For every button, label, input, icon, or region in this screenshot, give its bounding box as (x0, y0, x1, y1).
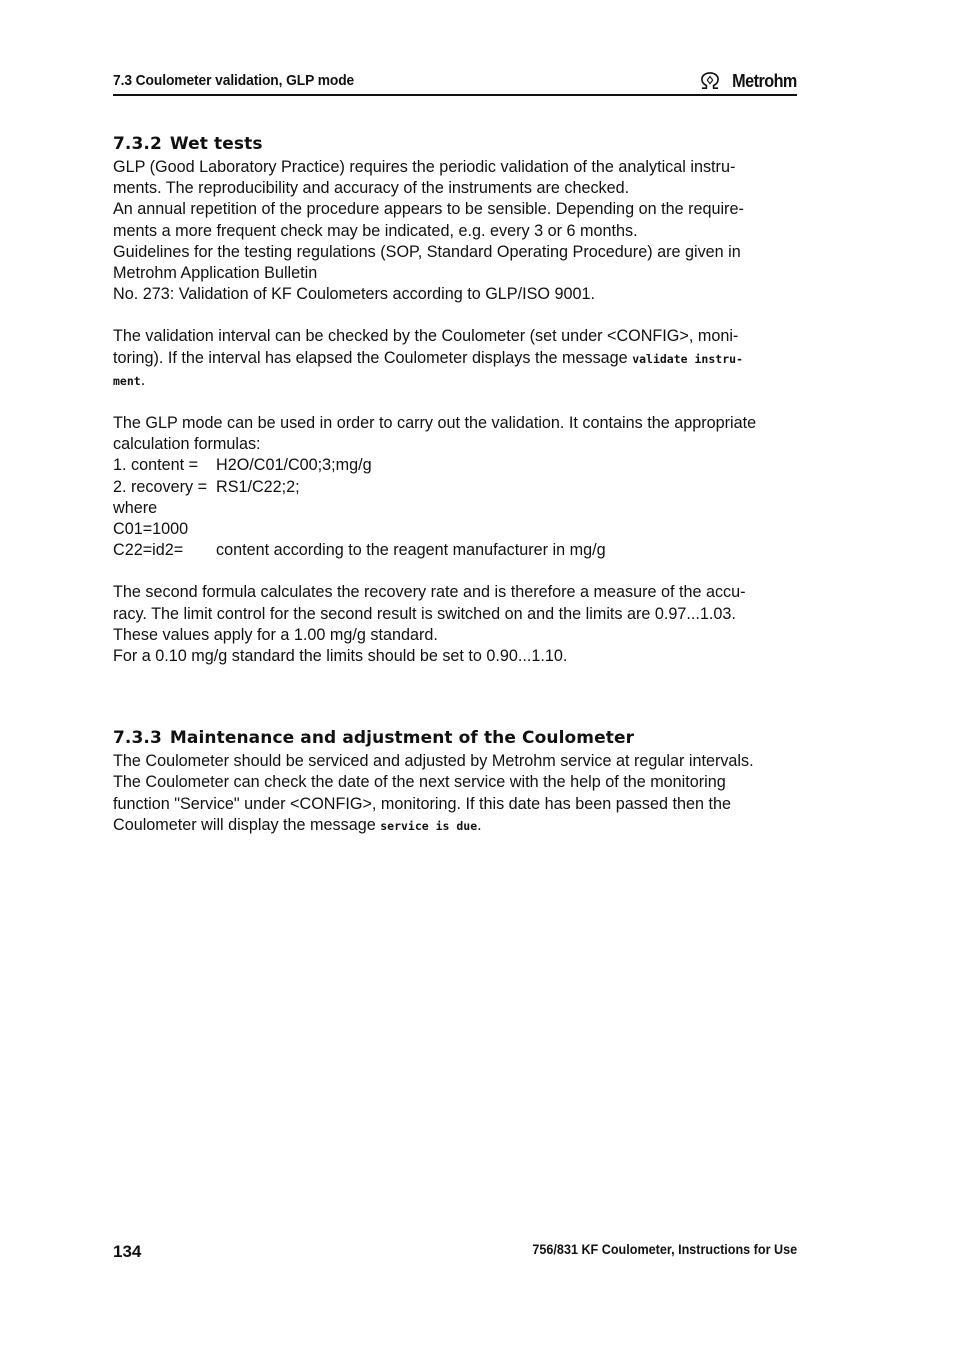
display-message-code: validate instru- (632, 351, 743, 366)
text-run: toring). If the interval has elapsed the Coulometer displays the message (113, 348, 633, 367)
text-line (113, 348, 803, 370)
text-line: The second formula calculates the recovery rate and is therefore a measure of the accu- (113, 583, 746, 602)
display-message-code: service is due (380, 818, 478, 833)
brand-logo (699, 70, 797, 92)
text-line: GLP (Good Laboratory Practice) requires the periodic validation of the analytical instru- (113, 158, 736, 176)
text-line (113, 370, 803, 392)
formula-lhs: 1. content = (113, 456, 199, 475)
text-line: These values apply for a 1.00 mg/g standard. (113, 625, 438, 644)
formula-rhs: RS1/C22;2; (216, 477, 300, 496)
formula-rhs: H2O/C01/C00;3;mg/g (216, 456, 372, 475)
section-number: 7.3.3 (113, 728, 162, 749)
glp-paragraph (113, 157, 803, 305)
text-run: . (477, 815, 482, 834)
text-line: No. 273: Validation of KF Coulometers according to GLP/ISO 9001. (113, 285, 595, 304)
formula-recovery (113, 477, 803, 498)
display-message-code: ment (113, 373, 141, 388)
definition-rhs: content according to the reagent manufacturer in mg/g (216, 541, 606, 560)
text-line: ments. The reproducibility and accuracy of the instruments are checked. (113, 179, 630, 198)
text-run: Coulometer will display the message (113, 815, 381, 834)
header-section-title: 7.3 Coulometer validation, GLP mode (113, 72, 355, 89)
recovery-limits-paragraph (113, 582, 803, 667)
brand-name: Metrohm (732, 70, 797, 91)
page-number: 134 (113, 1242, 142, 1261)
text-line: An annual repetition of the procedure appears to be sensible. Depending on the require- (113, 200, 744, 219)
section-number: 7.3.2 (113, 134, 162, 154)
definition-c22 (113, 540, 803, 561)
text-line: The GLP mode can be used in order to carry out the validation. It contains the appropriate (113, 414, 757, 433)
section-heading-wet-tests (113, 131, 803, 157)
document-title: 756/831 KF Coulometer, Instructions for Use (532, 1241, 797, 1257)
glp-mode-paragraph (113, 413, 803, 561)
running-header (113, 70, 797, 96)
maintenance-paragraph (113, 751, 803, 837)
formula-content (113, 455, 803, 476)
text-line: ments a more frequent check may be indicated, e.g. every 3 or 6 months. (113, 221, 638, 240)
validation-interval-paragraph (113, 326, 803, 392)
section-title: Maintenance and adjustment of the Coulometer (169, 728, 635, 749)
page-content (113, 131, 803, 837)
text-line: The validation interval can be checked by the Coulometer (set under <CONFIG>, moni- (113, 327, 739, 346)
text-line: Guidelines for the testing regulations (SOP, Standard Operating Procedure) are given in (113, 242, 741, 261)
text-line: The Coulometer should be serviced and adjusted by Metrohm service at regular intervals. (113, 752, 754, 771)
formula-lhs: 2. recovery = (113, 477, 208, 496)
text-line: Metrohm Application Bulletin (113, 264, 318, 283)
section-heading-maintenance (113, 725, 803, 751)
text-line: For a 0.10 mg/g standard the limits should be set to 0.90...1.10. (113, 647, 568, 666)
text-line: where (113, 498, 158, 517)
text-line: racy. The limit control for the second result is switched on and the limits are 0.97...1.03. (113, 604, 736, 623)
text-line: calculation formulas: (113, 435, 261, 454)
text-line (113, 815, 803, 837)
text-line: C01=1000 (113, 520, 189, 539)
omega-logo-icon (699, 72, 721, 90)
text-run: . (140, 370, 146, 389)
section-title: Wet tests (169, 134, 263, 154)
text-line: function "Service" under <CONFIG>, monitoring. If this date has been passed then the (113, 794, 731, 813)
text-line: The Coulometer can check the date of the next service with the help of the monitoring (113, 773, 726, 792)
definition-lhs: C22=id2= (113, 541, 184, 560)
